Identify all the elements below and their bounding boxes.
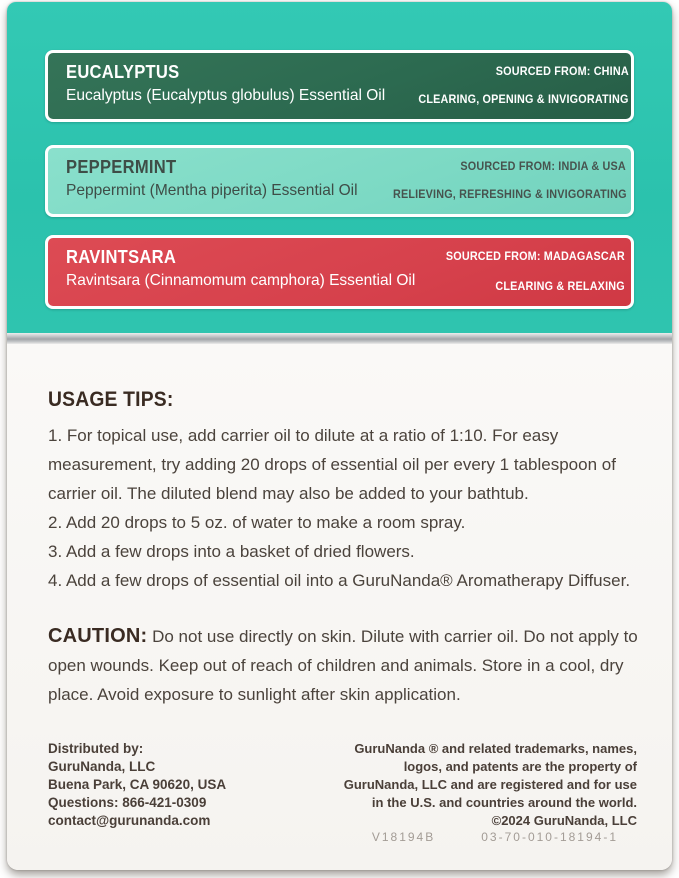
oil-bar-left-column xyxy=(66,62,395,109)
codes-row xyxy=(48,830,640,856)
oil-botanical-name: Ravintsara (Cinnamomum camphora) Essential Oil xyxy=(66,272,416,289)
oil-bar-left-column xyxy=(66,157,367,204)
caution-paragraph xyxy=(48,622,640,709)
caution-text: Do not use directly on skin. Dilute with carrier oil. Do not apply to open wounds. Keep out of reach of children and animals. Store in a cool, dry place. Avoid exposure to sunlight after skin application. xyxy=(48,627,638,704)
trademark-line: ©2024 GuruNanda, LLC xyxy=(491,813,637,828)
oil-tagline: RELIEVING, REFRESHING & INVIGORATING xyxy=(392,187,627,201)
silver-foil-strip xyxy=(7,333,672,344)
oil-name: PEPPERMINT xyxy=(66,157,177,177)
trademark-line: GuruNanda ® and related trademarks, names, xyxy=(354,741,637,756)
info-panel xyxy=(7,344,672,870)
caution-label: CAUTION: xyxy=(48,625,148,647)
oil-bar-eucalyptus xyxy=(45,50,634,122)
trademark-notice xyxy=(344,740,640,830)
oil-bar-ravintsara xyxy=(45,235,634,309)
usage-tip-2: 2. Add 20 drops to 5 oz. of water to make a room spray. xyxy=(48,513,466,532)
usage-tips-heading: USAGE TIPS: xyxy=(48,388,174,411)
oil-name: EUCALYPTUS xyxy=(66,62,180,82)
distributor-line: contact@gurunanda.com xyxy=(48,813,211,828)
distributor-line: Distributed by: xyxy=(48,741,144,756)
oil-tagline: CLEARING, OPENING & INVIGORATING xyxy=(418,92,629,106)
trademark-line: GuruNanda, LLC and are registered and for use xyxy=(343,777,637,792)
oil-bar-right-column xyxy=(367,157,627,204)
usage-tip-1: 1. For topical use, add carrier oil to dilute at a ratio of 1:10. For easy measurement, try adding 20 drops of essential oil per every 1 tablespoon of carrier oil. The diluted blend may also be added to your bathtub. xyxy=(48,426,616,503)
distributor-info xyxy=(48,740,226,830)
oil-botanical-name: Eucalyptus (Eucalyptus globulus) Essential Oil xyxy=(66,87,386,104)
oil-bar-right-column xyxy=(395,62,629,109)
sourced-from-label: SOURCED FROM: INDIA & USA xyxy=(460,159,627,173)
teal-header-panel xyxy=(7,2,672,333)
distributor-line: Questions: 866-421-0309 xyxy=(48,795,207,810)
footer-row xyxy=(48,740,640,830)
oil-name: RAVINTSARA xyxy=(66,247,177,267)
batch-code: V18194B xyxy=(371,830,436,844)
oil-bar-peppermint xyxy=(45,145,634,217)
sourced-from-label: SOURCED FROM: CHINA xyxy=(495,64,629,78)
distributor-line: GuruNanda, LLC xyxy=(48,759,156,774)
usage-tip-3: 3. Add a few drops into a basket of dried flowers. xyxy=(48,542,415,561)
oil-bar-left-column xyxy=(66,247,426,296)
trademark-line: in the U.S. and countries around the world. xyxy=(371,795,637,810)
trademark-line: logos, and patents are the property of xyxy=(403,759,637,774)
distributor-line: Buena Park, CA 90620, USA xyxy=(48,777,227,792)
product-code: 03-70-010-18194-1 xyxy=(481,830,618,844)
oil-bar-right-column xyxy=(426,247,625,296)
oil-tagline: CLEARING & RELAXING xyxy=(495,279,625,293)
oil-botanical-name: Peppermint (Mentha piperita) Essential Oil xyxy=(66,182,358,199)
product-back-panel xyxy=(7,2,672,870)
usage-tip-4: 4. Add a few drops of essential oil into a GuruNanda® Aromatherapy Diffuser. xyxy=(48,571,631,590)
sourced-from-label: SOURCED FROM: MADAGASCAR xyxy=(446,249,625,263)
